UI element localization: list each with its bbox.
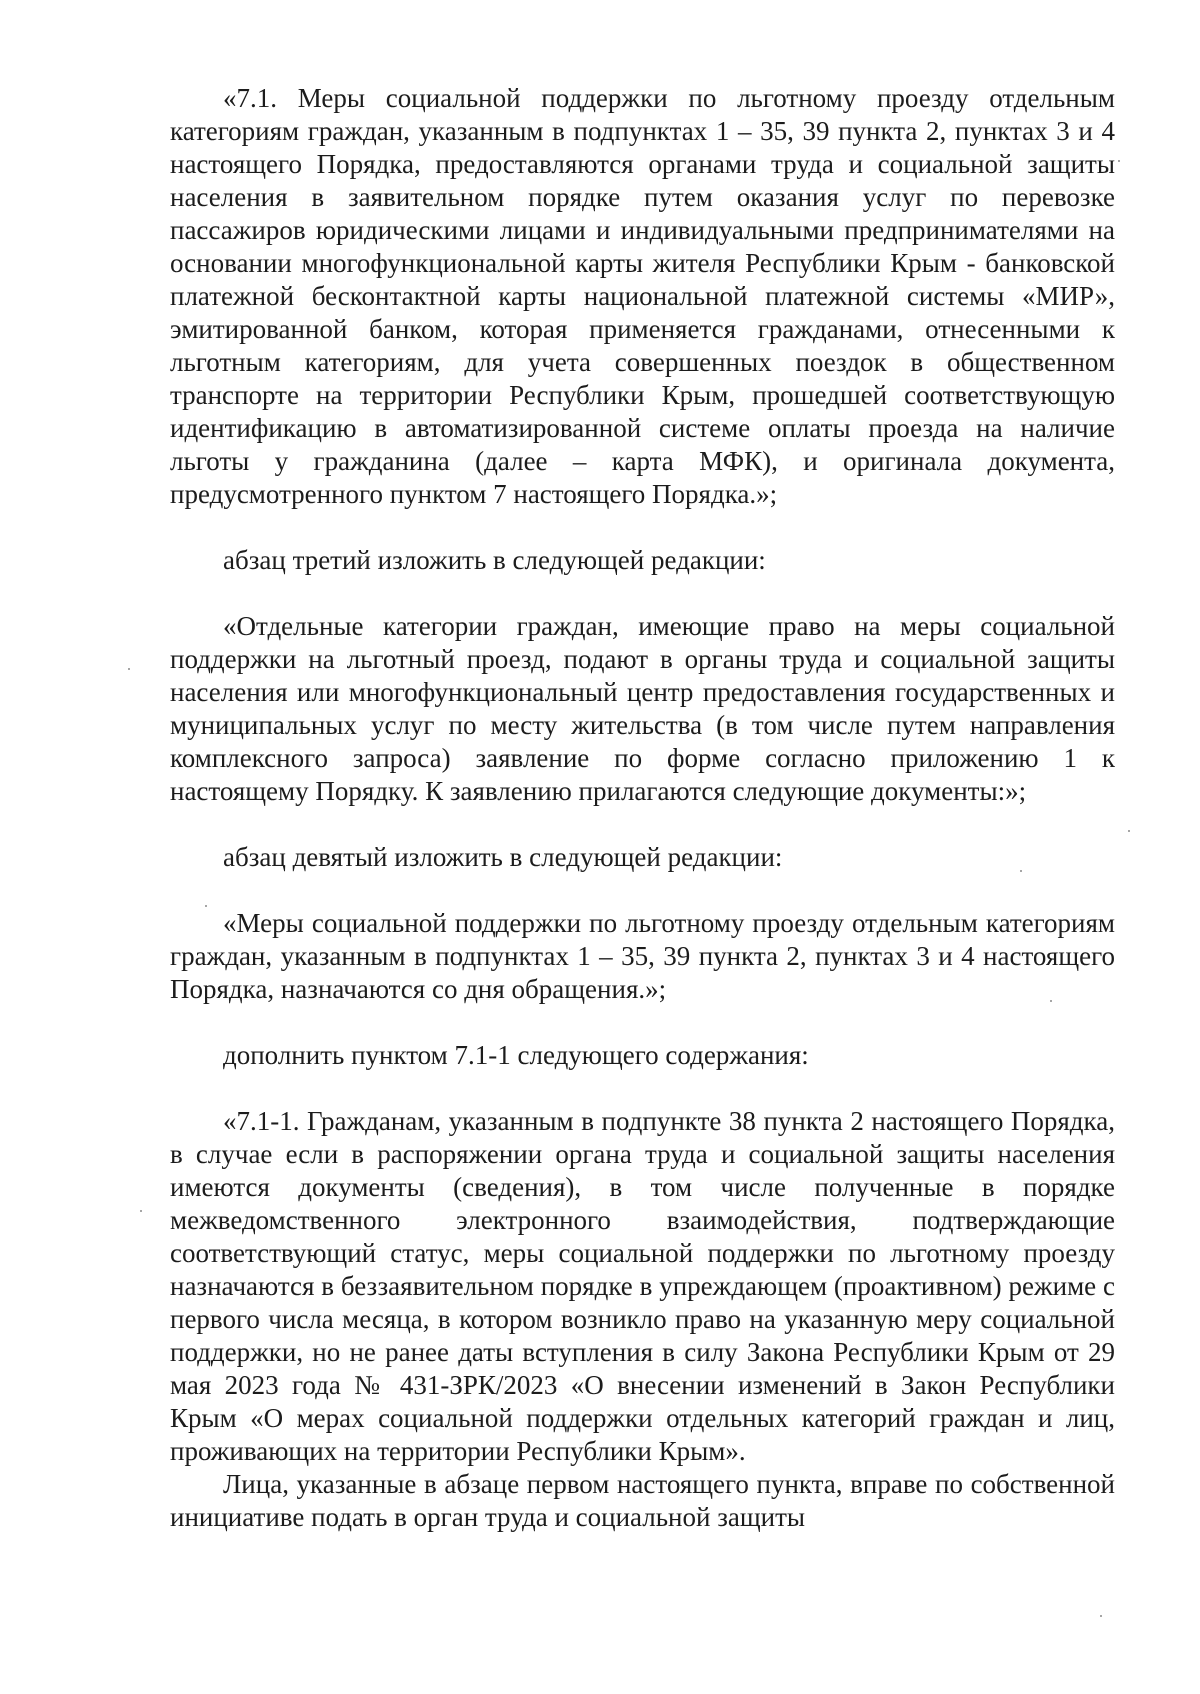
scan-speck (1118, 160, 1120, 162)
paragraph-persons: Лица, указанные в абзаце первом настоящего пункта, вправе по собственной инициативе подать в орган труда и социальной защиты (170, 1469, 1115, 1532)
scan-speck (1020, 870, 1022, 872)
scan-speck (1050, 1000, 1052, 1002)
scan-speck (128, 668, 130, 670)
scan-speck (1128, 830, 1130, 832)
paragraph-7-1: «7.1. Меры социальной поддержки по льготному проезду отдельным категориям граждан, указанным в подпунктах 1 – 35, 39 пункта 2, пунктах 3 и 4 настоящего Порядка, предоставляются органами труда и социальной защиты населения в заявительном порядке путем оказания услуг по перевозке пассажиров юридическими лицами и индивидуальными предпринимателями на основании многофункциональной карты жителя Республики Крым - банковской платежной бесконтактной карты национальной платежной системы «МИР», эмитированной банком, которая применяется гражданами, отнесенными к льготным категориям, для учета совершенных поездок в общественном транспорте на территории Республики Крым, прошедшей соответствующую идентификацию в автоматизированной системе оплаты проезда на наличие льготы у гражданина (далее – карта МФК), и оригинала документа, предусмотренного пунктом 7 настоящего Порядка.»; (170, 83, 1115, 509)
scan-speck (205, 905, 207, 907)
paragraph-7-1-1: «7.1-1. Гражданам, указанным в подпункте 38 пункта 2 настоящего Порядка, в случае если в распоряжении органа труда и социальной защиты населения имеются документы (сведения), в том числе полученные в порядке межведомственного электронного взаимодействия, подтверждающие соответствующий статус, меры социальной поддержки по льготному проезду назначаются в беззаявительном порядке в упреждающем (проактивном) режиме с первого числа месяца, в котором возникло право на указанную меру социальной поддержки, но не ранее даты вступления в силу Закона Республики Крым от 29 мая 2023 года № 431-ЗРК/2023 «О внесении изменений в Закон Республики Крым «О мерах социальной поддержки отдельных категорий граждан и лиц, проживающих на территории Республики Крым». (170, 1106, 1115, 1466)
document-body (170, 82, 1115, 1534)
instruction-add-7-1-1: дополнить пунктом 7.1-1 следующего содержания: (223, 1040, 809, 1070)
paragraph-third-new-text: «Отдельные категории граждан, имеющие право на меры социальной поддержки на льготный проезд, подают в органы труда и социальной защиты населения или многофункциональный центр предоставления государственных и муниципальных услуг по месту жительства (в том числе путем направления комплексного запроса) заявление по форме согласно приложению 1 к настоящему Порядку. К заявлению прилагаются следующие документы:»; (170, 611, 1115, 806)
instruction-paragraph-third: абзац третий изложить в следующей редакции: (223, 545, 766, 575)
instruction-paragraph-ninth: абзац девятый изложить в следующей редакции: (223, 842, 783, 872)
paragraph-ninth-new-text: «Меры социальной поддержки по льготному проезду отдельным категориям граждан, указанным в подпунктах 1 – 35, 39 пункта 2, пунктах 3 и 4 настоящего Порядка, назначаются со дня обращения.»; (170, 908, 1115, 1004)
scan-speck (1100, 1615, 1102, 1617)
scan-speck (140, 1210, 142, 1212)
